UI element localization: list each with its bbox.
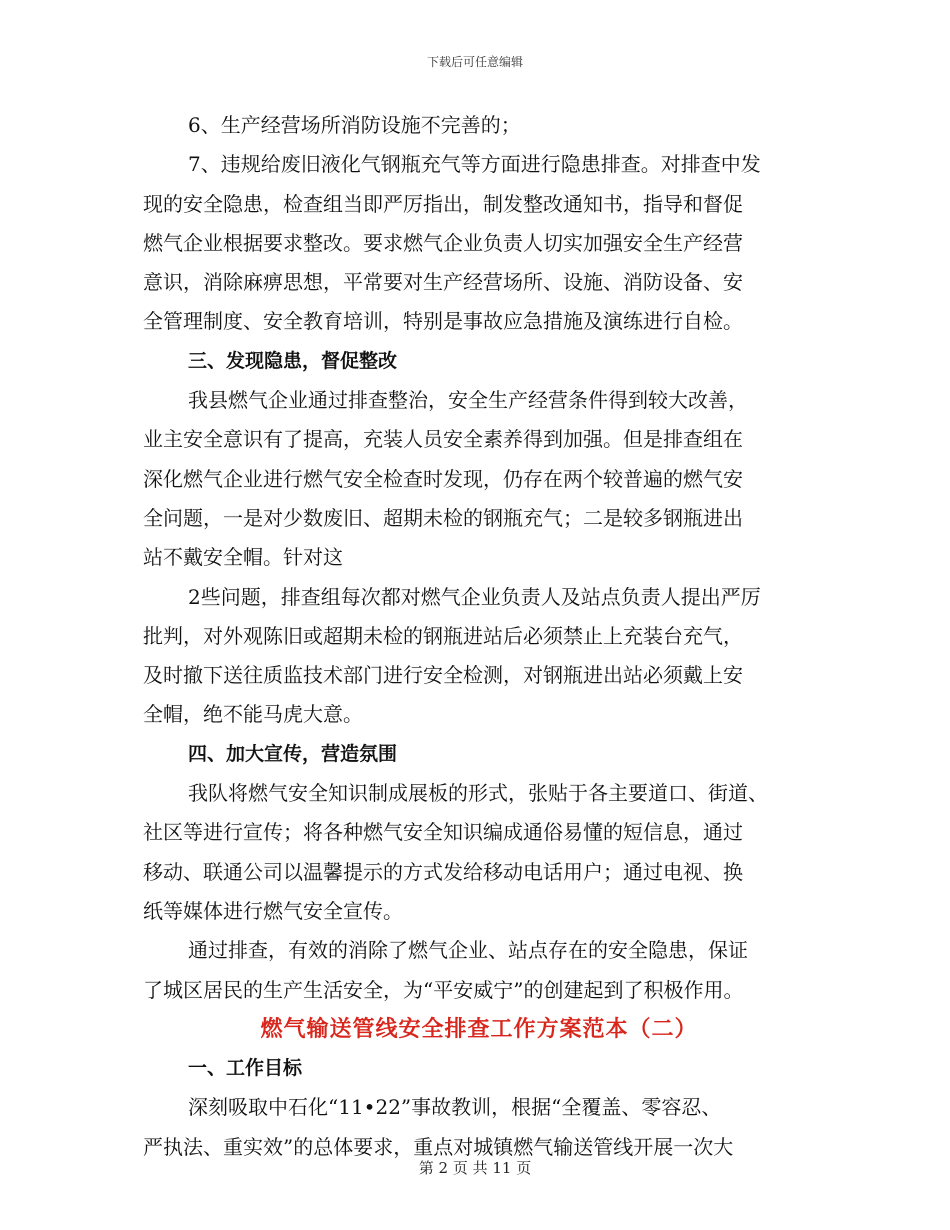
paragraph-line: 深化燃气企业进行燃气安全检查时发现，仍存在两个较普遍的燃气安: [143, 466, 743, 491]
paragraph-line: 深刻吸取中石化“11•22”事故教训，根据“全覆盖、零容忍、: [188, 1095, 722, 1120]
document-title: 燃气输送管线安全排查工作方案范本（二）: [260, 1016, 698, 1042]
paragraph-line: 意识，消除麻痹思想，平常要对生产经营场所、设施、消防设备、安: [143, 270, 743, 295]
page-number: 第 2 页 共 11 页: [418, 1159, 532, 1177]
paragraph-line: 2些问题，排查组每次都对燃气企业负责人及站点负责人提出严厉: [188, 584, 761, 609]
paragraph-line: 纸等媒体进行燃气安全宣传。: [143, 898, 403, 923]
paragraph-line: 我县燃气企业通过排查整治，安全生产经营条件得到较大改善，: [188, 388, 748, 413]
paragraph-line: 全管理制度、安全教育培训，特别是事故应急措施及演练进行自检。: [143, 309, 743, 334]
paragraph-line: 严执法、重实效”的总体要求，重点对城镇燃气输送管线开展一次大: [143, 1134, 734, 1159]
paragraph-line: 了城区居民的生产生活安全，为“平安威宁”的创建起到了积极作用。: [143, 977, 744, 1002]
paragraph-line: 现的安全隐患，检查组当即严厉指出，制发整改通知书，指导和督促: [143, 191, 743, 216]
paragraph-line: 全帽，绝不能马虎大意。: [143, 702, 363, 727]
paragraph-line: 及时撤下送往质监技术部门进行安全检测，对钢瓶进出站必须戴上安: [143, 663, 743, 688]
document-body: [143, 106, 815, 1167]
paragraph-line: 站不戴安全帽。针对这: [143, 545, 343, 570]
list-item-6: 6、生产经营场所消防设施不完善的；: [188, 113, 521, 137]
section-heading-1: 一、工作目标: [188, 1057, 303, 1080]
section-heading-3: 三、发现隐患，督促整改: [188, 349, 398, 372]
page-header: 下载后可任意编辑: [426, 55, 523, 69]
paragraph-line: 我队将燃气安全知识制成展板的形式，张贴于各主要道口、街道、: [188, 781, 768, 806]
paragraph-line: 燃气企业根据要求整改。要求燃气企业负责人切实加强安全生产经营: [143, 230, 743, 255]
paragraph-line: 移动、联通公司以温馨提示的方式发给移动电话用户；通过电视、换: [143, 859, 743, 884]
paragraph-line: 社区等进行宣传；将各种燃气安全知识编成通俗易懂的短信息，通过: [143, 820, 743, 845]
list-item-7: 7、违规给废旧液化气钢瓶充气等方面进行隐患排查。对排查中发: [188, 152, 761, 177]
paragraph-line: 批判，对外观陈旧或超期未检的钢瓶进站后必须禁止上充装台充气，: [143, 623, 743, 648]
section-heading-4: 四、加大宣传，营造氛围: [188, 742, 398, 765]
paragraph-line: 全问题，一是对少数废旧、超期未检的钢瓶充气；二是较多钢瓶进出: [143, 505, 743, 530]
paragraph-line: 通过排查，有效的消除了燃气企业、站点存在的安全隐患，保证: [188, 938, 748, 963]
paragraph-line: 业主安全意识有了提高，充装人员安全素养得到加强。但是排查组在: [143, 427, 743, 452]
